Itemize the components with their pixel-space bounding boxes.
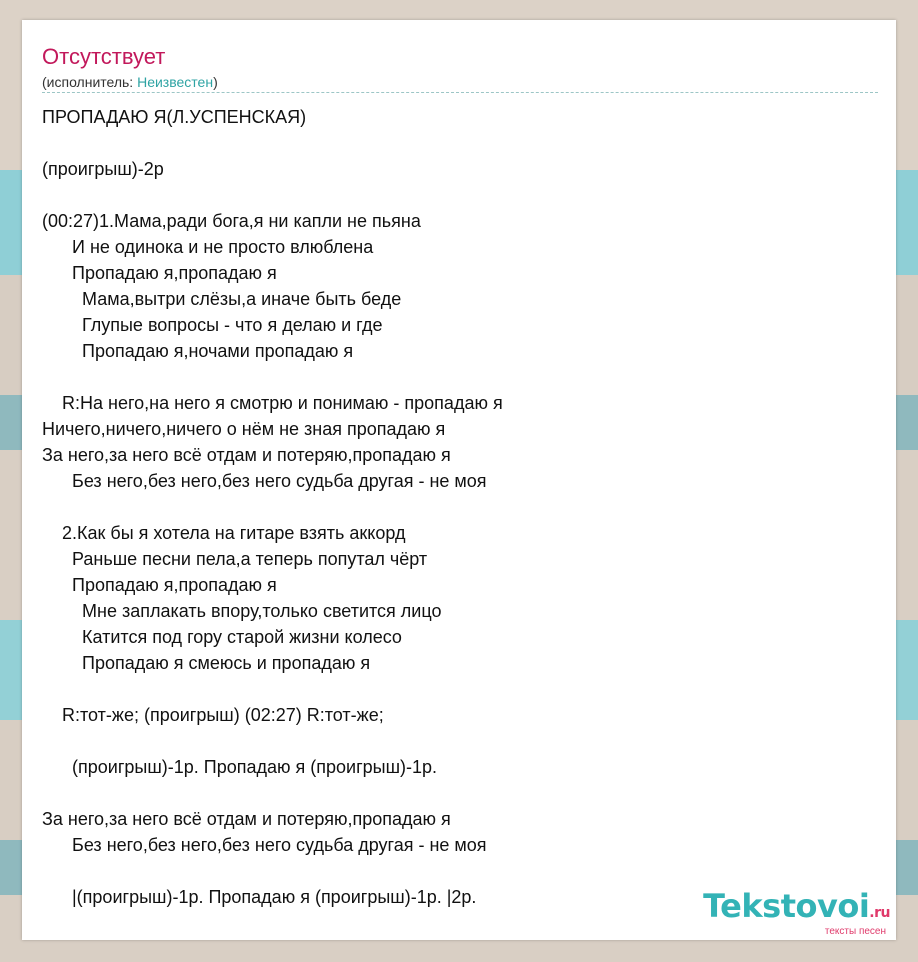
lyrics-line	[42, 858, 503, 884]
lyrics-text	[42, 104, 503, 910]
lyrics-line	[42, 728, 503, 754]
artist-line	[42, 73, 218, 91]
artist-prefix: (исполнитель:	[42, 74, 138, 90]
title-divider	[42, 92, 878, 93]
lyrics-line: (00:27)1.Мама,ради бога,я ни капли не пьяна	[42, 211, 421, 231]
artist-link[interactable]: Неизвестен	[137, 74, 214, 90]
lyrics-line: Без него,без него,без него судьба другая - не моя	[42, 471, 487, 491]
lyrics-line: |(проигрыш)-1р. Пропадаю я (проигрыш)-1р. |2р.	[42, 887, 477, 907]
lyrics-line	[42, 364, 503, 390]
lyrics-line	[42, 676, 503, 702]
lyrics-line: И не одинока и не просто влюблена	[42, 237, 374, 257]
lyrics-line: Раньше песни пела,а теперь попутал чёрт	[42, 549, 428, 569]
lyrics-line: Пропадаю я смеюсь и пропадаю я	[42, 653, 371, 673]
lyrics-line: Пропадаю я,пропадаю я	[42, 263, 277, 283]
lyrics-line: Глупые вопросы - что я делаю и где	[42, 315, 383, 335]
logo-tld: .ru	[869, 905, 890, 921]
lyrics-line: Без него,без него,без него судьба другая - не моя	[42, 835, 487, 855]
lyrics-line: Мама,вытри слёзы,а иначе быть беде	[42, 289, 402, 309]
lyrics-line: R:тот-же; (проигрыш) (02:27) R:тот-же;	[42, 705, 384, 725]
lyrics-line: Мне заплакать впору,только светится лицо	[42, 601, 442, 621]
lyrics-line: R:На него,на него я смотрю и понимаю - пропадаю я	[42, 393, 503, 413]
lyrics-line	[42, 494, 503, 520]
logo-tagline: тексты песен	[824, 926, 886, 937]
lyrics-line: 2.Как бы я хотела на гитаре взять аккорд	[42, 523, 406, 543]
lyrics-line: За него,за него всё отдам и потеряю,пропадаю я	[42, 445, 451, 465]
lyrics-line	[42, 182, 503, 208]
lyrics-line: За него,за него всё отдам и потеряю,пропадаю я	[42, 809, 451, 829]
lyrics-line: (проигрыш)-2р	[42, 159, 164, 179]
lyrics-line: Ничего,ничего,ничего о нём не зная пропадаю я	[42, 419, 446, 439]
logo-name: Tekstovoi	[703, 887, 870, 925]
artist-suffix: )	[213, 74, 218, 90]
song-title: Отсутствует	[42, 44, 166, 69]
lyrics-line: Пропадаю я,пропадаю я	[42, 575, 277, 595]
lyrics-card	[22, 20, 896, 940]
lyrics-line	[42, 130, 503, 156]
lyrics-line	[42, 780, 503, 806]
site-logo[interactable]	[703, 889, 890, 938]
lyrics-line: (проигрыш)-1р. Пропадаю я (проигрыш)-1р.	[42, 757, 438, 777]
lyrics-line: Катится под гору старой жизни колесо	[42, 627, 402, 647]
lyrics-line: Пропадаю я,ночами пропадаю я	[42, 341, 354, 361]
lyrics-line: ПРОПАДАЮ Я(Л.УСПЕНСКАЯ)	[42, 107, 307, 127]
